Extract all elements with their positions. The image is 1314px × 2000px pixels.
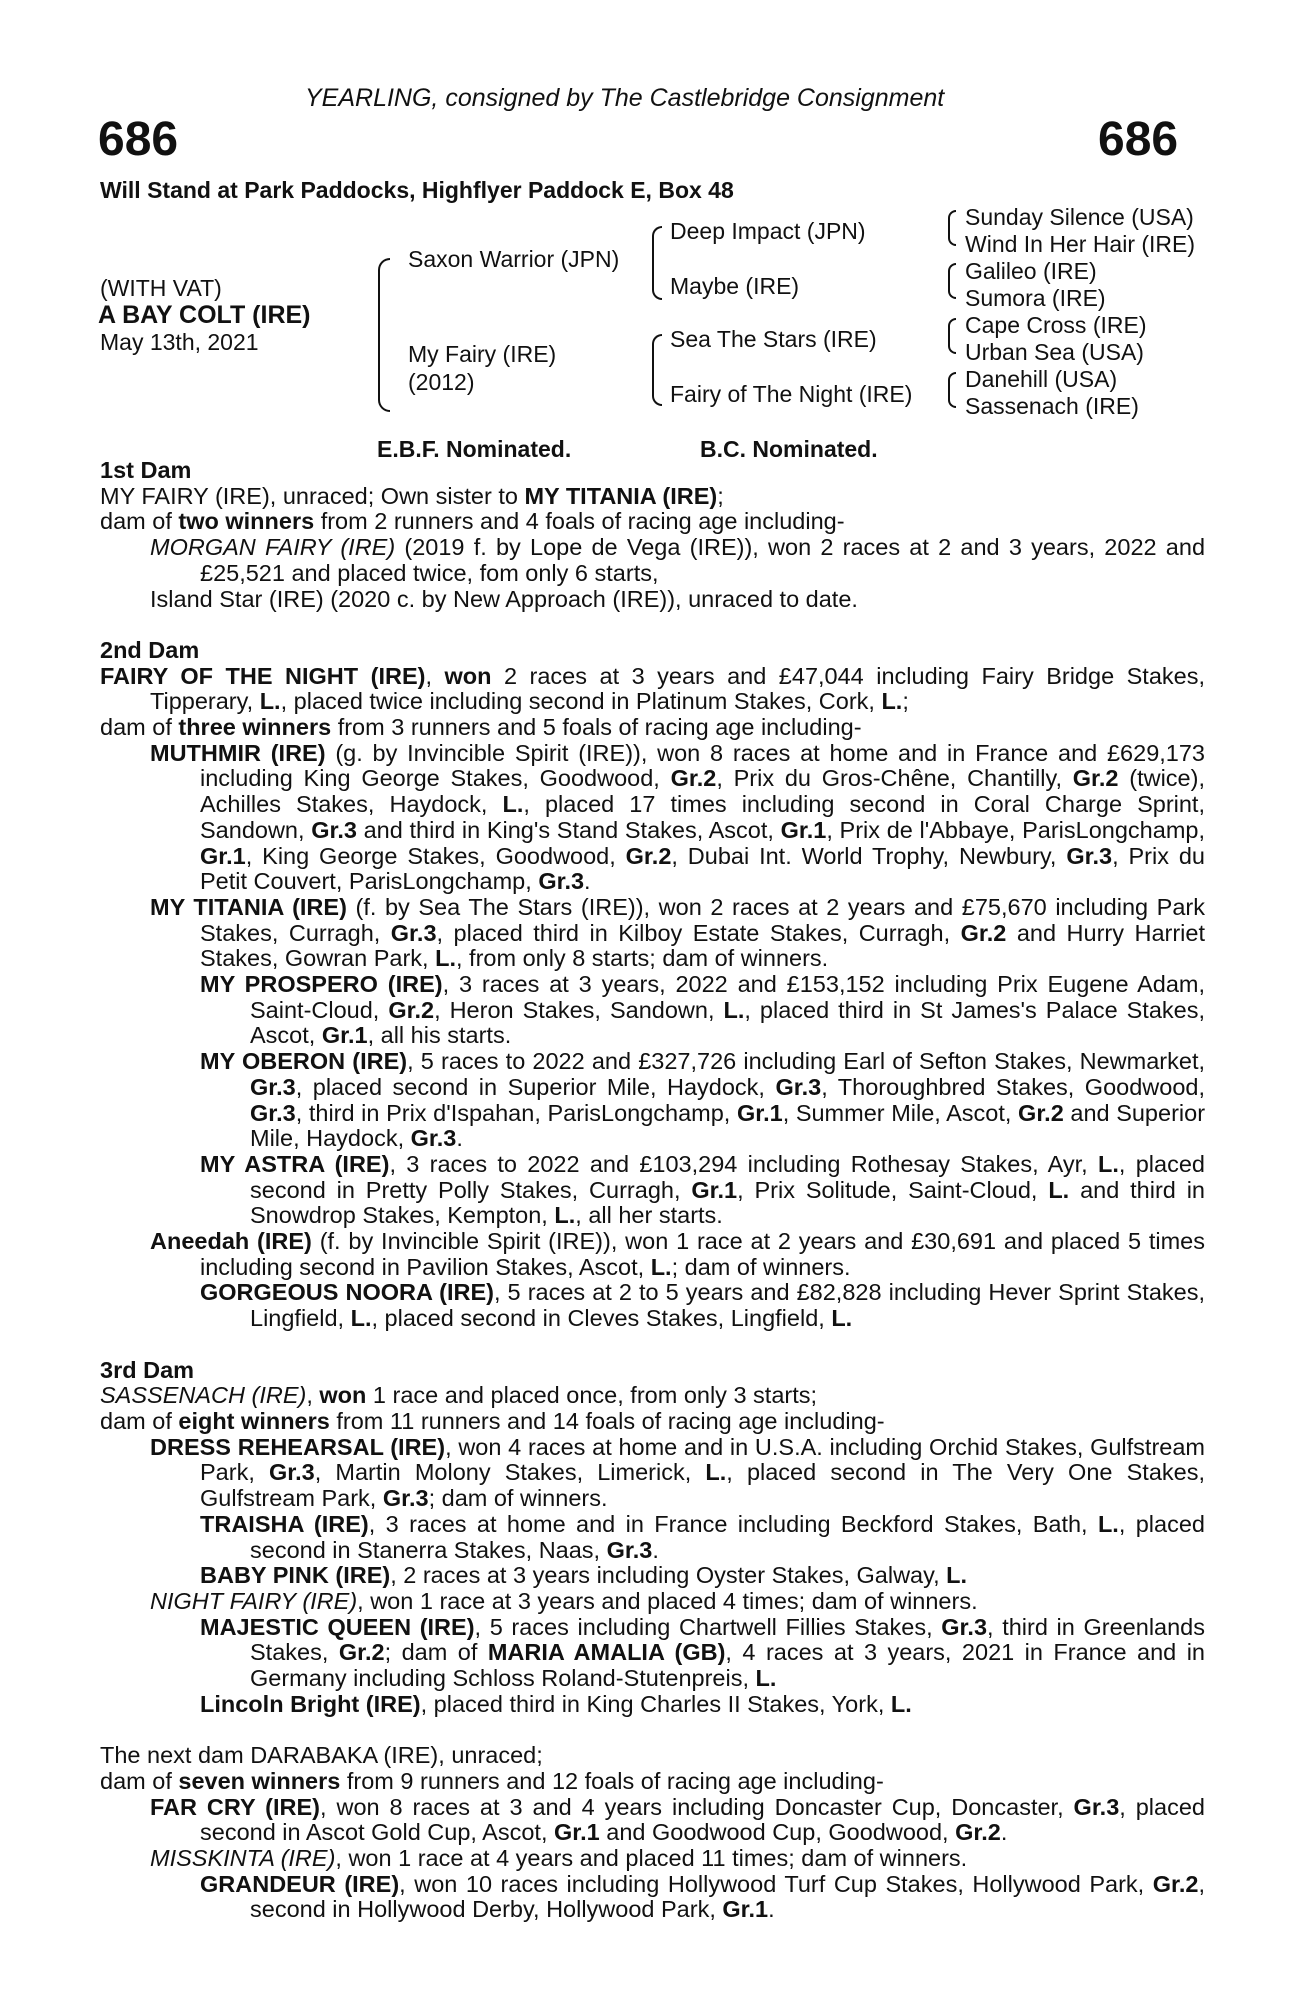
ebf-nominated: E.B.F. Nominated. [377, 436, 572, 462]
bc-nominated: B.C. Nominated. [700, 436, 878, 462]
pedigree-sire-sire: Deep Impact (JPN) [670, 218, 866, 244]
produce-lincoln-bright: Lincoln Bright (IRE), placed third in King Charles II Stakes, York, L. [200, 1690, 912, 1717]
produce-morgan-fairy: MORGAN FAIRY (IRE) (2019 f. by Lope de Vega (IRE)), won 2 races at 2 and 3 years, 2022 and £25,521 and placed twice, fom only 6 starts, [150, 534, 1206, 586]
pedigree-dam-sire: Sea The Stars (IRE) [670, 326, 877, 352]
produce-my-oberon: MY OBERON (IRE), 5 races to 2022 and £327,726 including Earl of Sefton Stakes, Newmarket, Gr.3, placed second in Superior Mile, Haydock, Gr.3, Thoroughbred Stakes, Goodwood, Gr.3, third in Prix d'Ispahan, ParisLongchamp, Gr.1, Summer Mile, Ascot, Gr.2 and Superior Mile, Haydock, Gr.3. [200, 1048, 1206, 1152]
produce-my-titania: MY TITANIA (IRE) (f. by Sea The Stars (IRE)), won 2 races at 2 years and £75,670 including Park Stakes, Curragh, Gr.3, placed third in Kilboy Estate Stakes, Curragh, Gr.2 and Hurry Harriet Stakes, Gowran Park, L., from only 8 starts; dam of winners. [150, 893, 1206, 972]
horse-dob: May 13th, 2021 [100, 329, 259, 355]
pedigree-dam-year: (2012) [408, 369, 475, 395]
pedigree-brace [948, 263, 956, 299]
pedigree-brace [948, 210, 956, 246]
next-dam-line: The next dam DARABAKA (IRE), unraced; [100, 1742, 543, 1769]
produce-misskinta: MISSKINTA (IRE), won 1 race at 4 years and placed 11 times; dam of winners. [150, 1844, 968, 1871]
pedigree-ssd: Wind In Her Hair (IRE) [965, 231, 1196, 257]
produce-gorgeous-noora: GORGEOUS NOORA (IRE), 5 races at 2 to 5 years and £82,828 including Hever Sprint Stakes, Lingfield, L., placed second in Cleves Stakes, Lingfield, L. [200, 1279, 1206, 1332]
pedigree-dds: Danehill (USA) [965, 366, 1118, 392]
pedigree-dsd: Urban Sea (USA) [965, 339, 1144, 365]
produce-muthmir: MUTHMIR (IRE) (g. by Invincible Spirit (IRE)), won 8 races at home and in France and £629,173 including King George Stakes, Goodwood, Gr.2, Prix du Gros-Chêne, Chantilly, Gr.2 (twice), Achilles Stakes, Haydock, L., placed 17 times including second in Coral Charge Sprint, Sandown, Gr.3 and third in King's Stand Stakes, Ascot, Gr.1, Prix de l'Abbaye, ParisLongchamp, Gr.1, King George Stakes, Goodwood, Gr.2, Dubai Int. World Trophy, Newbury, Gr.3, Prix du Petit Couvert, ParisLongchamp, Gr.3. [150, 739, 1206, 895]
pedigree-dss: Cape Cross (IRE) [965, 312, 1147, 338]
produce-traisha: TRAISHA (IRE), 3 races at home and in France including Beckford Stakes, Bath, L., placed second in Stanerra Stakes, Naas, Gr.3. [200, 1510, 1205, 1563]
first-dam-heading: 1st Dam [100, 457, 192, 483]
pedigree-brace [378, 258, 390, 412]
first-dam-produce-line: dam of two winners from 2 runners and 4 foals of racing age including- [100, 508, 845, 535]
second-dam-line: FAIRY OF THE NIGHT (IRE), won 2 races at 3 years and £47,044 including Fairy Bridge Stakes, Tipperary, L., placed twice including second in Platinum Stakes, Cork, L.; [100, 662, 1206, 715]
pedigree-brace [948, 372, 956, 408]
pedigree-ddd: Sassenach (IRE) [965, 393, 1139, 419]
pedigree-dam: My Fairy (IRE) [408, 341, 557, 367]
produce-my-prospero: MY PROSPERO (IRE), 3 races at 3 years, 2022 and £153,152 including Prix Eugene Adam, Saint-Cloud, Gr.2, Heron Stakes, Sandown, L., placed third in St James's Palace Stakes, Ascot, Gr.1, all his starts. [200, 971, 1206, 1049]
horse-name: A BAY COLT (IRE) [98, 301, 311, 329]
produce-grandeur: GRANDEUR (IRE), won 10 races including Hollywood Turf Cup Stakes, Hollywood Park, Gr.2, second in Hollywood Derby, Hollywood Park, Gr.1. [200, 1870, 1205, 1923]
stand-location: Will Stand at Park Paddocks, Highflyer Paddock E, Box 48 [100, 177, 734, 203]
pedigree-brace [652, 334, 662, 406]
third-dam-heading: 3rd Dam [100, 1356, 195, 1383]
second-dam-produce-line: dam of three winners from 3 runners and 5 foals of racing age including- [100, 714, 862, 741]
first-dam-line: MY FAIRY (IRE), unraced; Own sister to MY TITANIA (IRE); [100, 482, 724, 509]
pedigree-brace [652, 226, 662, 300]
next-dam-produce-line: dam of seven winners from 9 runners and 12 foals of racing age including- [100, 1767, 884, 1794]
lot-number-right: 686 [1098, 113, 1179, 166]
pedigree-sdd: Sumora (IRE) [965, 285, 1106, 311]
lot-number-left: 686 [98, 113, 179, 166]
third-dam-produce-line: dam of eight winners from 11 runners and 14 foals of racing age including- [100, 1407, 885, 1434]
produce-island-star: Island Star (IRE) (2020 c. by New Approach (IRE)), unraced to date. [150, 585, 858, 612]
produce-far-cry: FAR CRY (IRE), won 8 races at 3 and 4 years including Doncaster Cup, Doncaster, Gr.3, placed second in Ascot Gold Cup, Ascot, Gr.1 and Goodwood Cup, Goodwood, Gr.2. [150, 1793, 1205, 1846]
pedigree-sire: Saxon Warrior (JPN) [408, 246, 620, 272]
third-dam-line: SASSENACH (IRE), won 1 race and placed once, from only 3 starts; [100, 1382, 818, 1409]
produce-baby-pink: BABY PINK (IRE), 2 races at 3 years including Oyster Stakes, Galway, L. [200, 1562, 968, 1589]
pedigree-brace [948, 318, 956, 354]
produce-my-astra: MY ASTRA (IRE), 3 races to 2022 and £103,294 including Rothesay Stakes, Ayr, L., placed second in Pretty Polly Stakes, Curragh, Gr.1, Prix Solitude, Saint-Cloud, L. and third in Snowdrop Stakes, Kempton, L., all her starts. [200, 1150, 1205, 1229]
consignment-line: YEARLING, consigned by The Castlebridge Consignment [305, 84, 945, 112]
produce-majestic-queen: MAJESTIC QUEEN (IRE), 5 races including Chartwell Fillies Stakes, Gr.3, third in Greenlands Stakes, Gr.2; dam of MARIA AMALIA (GB), 4 races at 3 years, 2021 in France and in Germany including Schloss Roland-Stutenpreis, L. [200, 1613, 1205, 1692]
pedigree-dam-dam: Fairy of The Night (IRE) [670, 381, 913, 407]
catalogue-page-body [100, 458, 1205, 1923]
pedigree-sire-dam: Maybe (IRE) [670, 273, 800, 299]
produce-dress-rehearsal: DRESS REHEARSAL (IRE), won 4 races at home and in U.S.A. including Orchid Stakes, Gulfstream Park, Gr.3, Martin Molony Stakes, Limerick, L., placed second in The Very One Stakes, Gulfstream Park, Gr.3; dam of winners. [150, 1433, 1205, 1512]
produce-night-fairy: NIGHT FAIRY (IRE), won 1 race at 3 years and placed 4 times; dam of winners. [150, 1587, 978, 1614]
vat-note: (WITH VAT) [100, 275, 222, 301]
produce-aneedah: Aneedah (IRE) (f. by Invincible Spirit (IRE)), won 1 race at 2 years and £30,691 and placed 5 times including second in Pavilion Stakes, Ascot, L.; dam of winners. [150, 1228, 1205, 1280]
second-dam-heading: 2nd Dam [100, 636, 200, 663]
pedigree-sds: Galileo (IRE) [965, 258, 1097, 284]
pedigree-sss: Sunday Silence (USA) [965, 204, 1194, 230]
